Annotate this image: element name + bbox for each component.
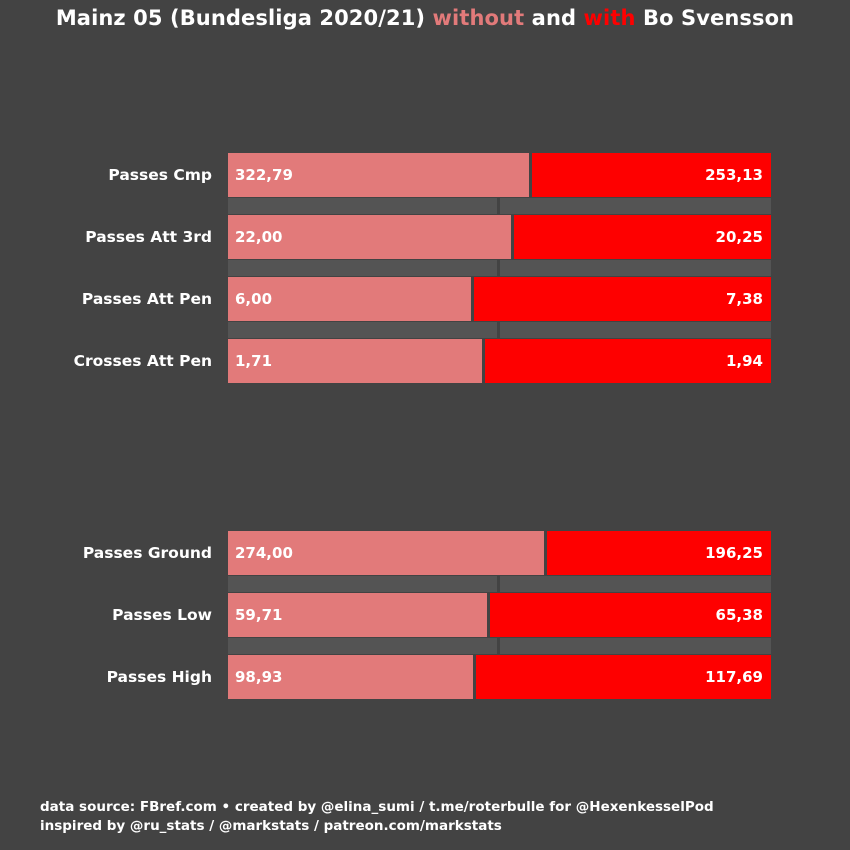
bar-with-value: 253,13 (705, 166, 763, 184)
chart-row (0, 277, 850, 321)
row-separator (228, 322, 771, 338)
bar-with-value: 1,94 (725, 352, 763, 370)
bar-without (228, 531, 544, 575)
bar-without-value: 22,00 (235, 228, 283, 246)
row-bars (228, 215, 771, 259)
chart-row (0, 593, 850, 637)
bar-without (228, 277, 471, 321)
bar-with-value: 20,25 (715, 228, 763, 246)
chart-row (0, 531, 850, 575)
bar-without-value: 274,00 (235, 544, 293, 562)
bar-with-value: 117,69 (705, 668, 763, 686)
bar-with-value: 7,38 (725, 290, 763, 308)
chart-footer (40, 798, 714, 836)
chart-group-passes-zones (0, 153, 850, 383)
separator-gap (497, 260, 500, 276)
bar-with (476, 655, 771, 699)
title-suffix: Bo Svensson (635, 6, 795, 30)
row-category-label: Passes Low (112, 606, 212, 624)
chart-row (0, 215, 850, 259)
row-bars (228, 153, 771, 197)
bar-with (485, 339, 771, 383)
chart-group-passes-height (0, 531, 850, 699)
bar-with-value: 196,25 (705, 544, 763, 562)
bar-without-value: 98,93 (235, 668, 283, 686)
bar-with (514, 215, 771, 259)
row-bars (228, 531, 771, 575)
row-bars (228, 655, 771, 699)
row-bars (228, 593, 771, 637)
bar-with (474, 277, 771, 321)
row-bars (228, 339, 771, 383)
chart-row (0, 655, 850, 699)
bar-without-value: 1,71 (235, 352, 273, 370)
row-category-label: Passes High (106, 668, 212, 686)
bar-with-value: 65,38 (715, 606, 763, 624)
bar-without-value: 322,79 (235, 166, 293, 184)
row-separator (228, 638, 771, 654)
bar-with (547, 531, 771, 575)
bar-without (228, 339, 482, 383)
separator-gap (497, 638, 500, 654)
row-category-label: Passes Att 3rd (85, 228, 212, 246)
row-separator (228, 260, 771, 276)
title-middle: and (524, 6, 584, 30)
bar-without (228, 153, 529, 197)
title-with: with (583, 6, 636, 30)
bar-without (228, 593, 487, 637)
row-category-label: Crosses Att Pen (73, 352, 212, 370)
chart-row (0, 339, 850, 383)
row-category-label: Passes Att Pen (81, 290, 212, 308)
row-category-label: Passes Ground (82, 544, 212, 562)
row-bars (228, 277, 771, 321)
row-separator (228, 198, 771, 214)
row-category-label: Passes Cmp (108, 166, 212, 184)
separator-gap (497, 198, 500, 214)
bar-without-value: 6,00 (235, 290, 273, 308)
footer-line-1: data source: FBref.com • created by @elina_sumi / t.me/roterbulle for @HexenkesselPod (40, 799, 714, 815)
separator-gap (497, 322, 500, 338)
chart-title (0, 6, 850, 30)
bar-with (532, 153, 771, 197)
footer-line-2: inspired by @ru_stats / @markstats / patreon.com/markstats (40, 818, 502, 834)
bar-without (228, 655, 473, 699)
chart-row (0, 153, 850, 197)
bar-with (490, 593, 771, 637)
separator-gap (497, 576, 500, 592)
bar-without (228, 215, 511, 259)
bar-without-value: 59,71 (235, 606, 283, 624)
title-prefix: Mainz 05 (Bundesliga 2020/21) (55, 6, 433, 30)
title-without: without (432, 6, 525, 30)
row-separator (228, 576, 771, 592)
